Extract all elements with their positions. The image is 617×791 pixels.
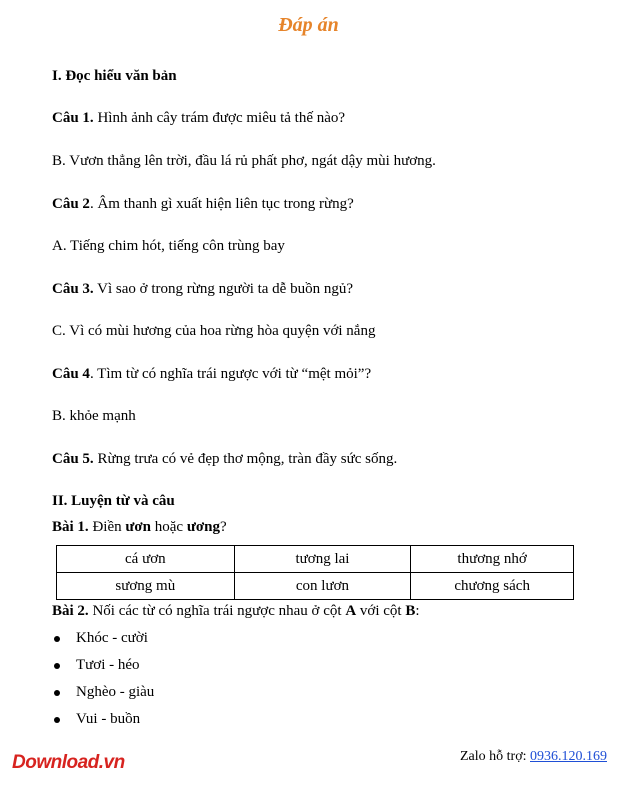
exercise-1-prompt (52, 519, 227, 536)
bullet-icon (54, 663, 60, 669)
download-logo[interactable] (12, 752, 125, 774)
exercise-2-prompt (52, 603, 420, 620)
answer-4: B. khỏe mạnh (52, 408, 136, 424)
list-item (52, 710, 154, 737)
prompt-text: với cột (356, 603, 406, 619)
page-title: Đáp án (278, 14, 339, 36)
table-cell: cá ươn (57, 546, 235, 573)
answer-1: B. Vươn thẳng lên trời, đầu lá rủ phất phơ, ngát dậy mùi hương. (52, 153, 436, 169)
bullet-icon (54, 717, 60, 723)
question-label: Câu 2 (52, 196, 90, 212)
question-label: Câu 4 (52, 366, 90, 382)
list-item-text: Vui - buồn (76, 711, 141, 727)
question-label: Câu 5. (52, 451, 94, 467)
list-item-text: Khóc - cười (76, 630, 148, 646)
zalo-support (460, 749, 607, 765)
logo-main: Download (12, 752, 99, 773)
zalo-label: Zalo hỗ trợ: (460, 749, 530, 764)
zalo-phone-link[interactable]: 0936.120.169 (530, 749, 607, 764)
prompt-text: ? (220, 519, 227, 535)
table-cell: con lươn (234, 573, 411, 600)
section-heading-vocab: II. Luyện từ và câu (52, 493, 175, 509)
question-1 (52, 110, 345, 127)
table-cell: chương sách (411, 573, 574, 600)
question-text: Rừng trưa có vẻ đẹp thơ mộng, tràn đầy sức sống. (93, 451, 398, 467)
keyword: ương (186, 519, 220, 535)
question-label: Câu 3. (52, 281, 94, 297)
question-text: . Tìm từ có nghĩa trái ngược với từ “mệt mỏi”? (89, 366, 372, 382)
question-3 (52, 281, 353, 298)
question-4 (52, 366, 371, 383)
question-label: Câu 1. (52, 110, 94, 126)
keyword: ươn (125, 519, 152, 535)
question-text: . Âm thanh gì xuất hiện liên tục trong rừng? (89, 196, 354, 212)
table-row (57, 573, 574, 600)
prompt-text: hoặc (151, 519, 187, 535)
table-cell: sương mù (57, 573, 235, 600)
prompt-text: Điền (88, 519, 126, 535)
bullet-icon (54, 636, 60, 642)
list-item-text: Tươi - héo (76, 657, 140, 673)
antonym-list (52, 629, 154, 737)
column-label: B (405, 603, 416, 619)
section-heading-reading: I. Đọc hiểu văn bản (52, 68, 177, 84)
answer-3: C. Vì có mùi hương của hoa rừng hòa quyện với nắng (52, 323, 376, 339)
logo-suffix: .vn (98, 752, 125, 773)
prompt-text: : (415, 603, 420, 619)
answer-2: A. Tiếng chim hót, tiếng côn trùng bay (52, 238, 285, 254)
list-item (52, 629, 154, 656)
prompt-text: Nối các từ có nghĩa trái ngược nhau ở cột (88, 603, 346, 619)
column-label: A (345, 603, 357, 619)
table-cell: thương nhớ (411, 546, 574, 573)
list-item-text: Nghèo - giàu (76, 684, 155, 700)
question-2 (52, 196, 354, 213)
table-cell: tương lai (234, 546, 411, 573)
table-row (57, 546, 574, 573)
list-item (52, 683, 154, 710)
word-table (56, 545, 574, 600)
question-text: Vì sao ở trong rừng người ta dễ buồn ngủ? (93, 281, 354, 297)
question-5 (52, 451, 397, 468)
list-item (52, 656, 154, 683)
exercise-label: Bài 2. (52, 603, 89, 619)
question-text: Hình ảnh cây trám được miêu tả thế nào? (93, 110, 346, 126)
bullet-icon (54, 690, 60, 696)
exercise-label: Bài 1. (52, 519, 89, 535)
